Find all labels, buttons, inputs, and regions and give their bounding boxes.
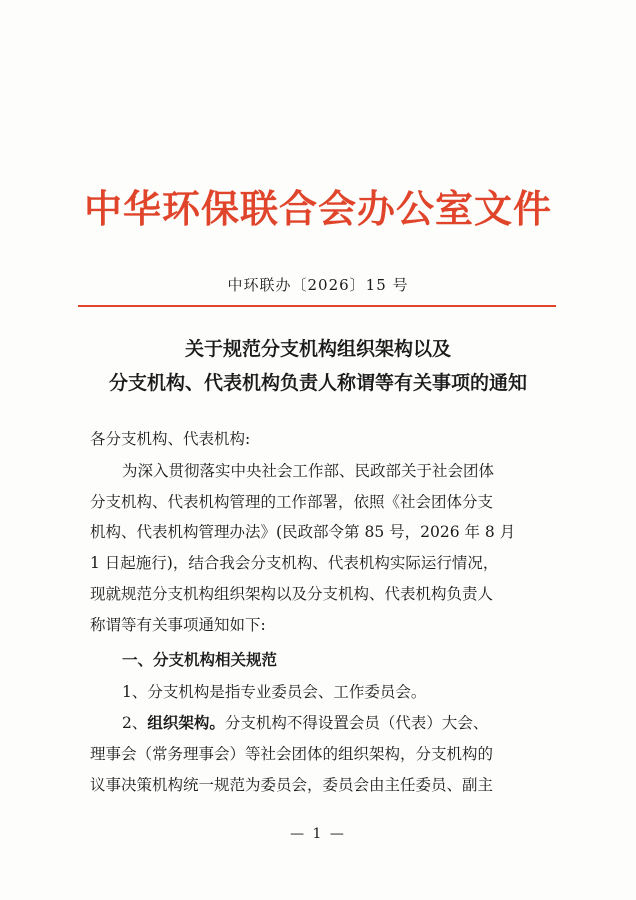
item-2-prefix: 2、 [122, 714, 148, 732]
intro-line-2: 分支机构、代表机构管理的工作部署，依照《社会团体分支 [90, 492, 494, 511]
intro-line-4: 1 日起施行)，结合我会分支机构、代表机构实际运行情况， [90, 554, 499, 573]
page-number: — 1 — [290, 826, 346, 842]
section-1-item-1: 1、分支机构是指专业委员会、工作委员会。 [122, 683, 427, 701]
red-separator-rule [78, 305, 556, 307]
item-2-text-1: 分支机构不得设置会员（代表）大会、 [224, 714, 489, 732]
issuer-header-title: 中华环保联合会办公室文件 [83, 187, 552, 231]
notice-title-line-1: 关于规范分支机构组织架构以及 [184, 338, 451, 360]
notice-title-line-2: 分支机构、代表机构负责人称谓等有关事项的通知 [108, 372, 527, 394]
item-2-line-1 [90, 708, 552, 739]
section-1-heading: 一、分支机构相关规范 [122, 651, 278, 669]
intro-line-5: 现就规范分支机构组织架构以及分支机构、代表机构负责人 [90, 584, 494, 603]
section-1-item-2 [90, 708, 552, 801]
document-number: 中环联办〔2026〕15 号 [227, 276, 409, 294]
item-2-term: 组织架构。 [147, 714, 225, 732]
intro-line-3: 机构、代表机构管理办法》(民政部令第 85 号，2026 年 8 月 [90, 523, 516, 542]
notice-title [0, 332, 636, 400]
item-2-line-2: 理事会（常务理事会）等社会团体的组织架构，分支机构的 [90, 745, 494, 763]
intro-line-6: 称谓等有关事项通知如下: [90, 615, 266, 634]
salutation: 各分支机构、代表机构: [90, 430, 251, 448]
item-2-line-3: 议事决策机构统一规范为委员会，委员会由主任委员、副主 [90, 776, 494, 794]
intro-line-1: 为深入贯彻落实中央社会工作部、民政部关于社会团体 [122, 462, 495, 480]
intro-paragraph [90, 456, 552, 640]
